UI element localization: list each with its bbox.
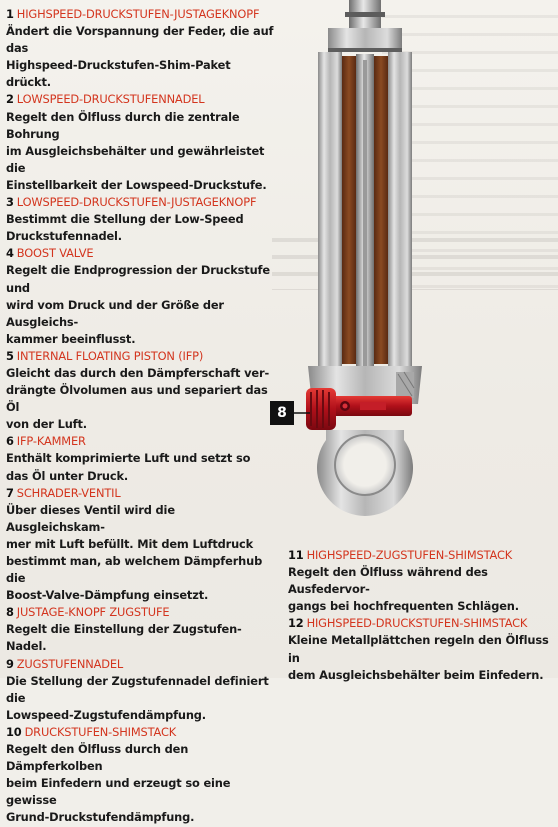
legend-entry-text-line: beim Einfedern und erzeugt so eine gewisse [6,776,231,808]
legend-entry-text-line: Druckstufennadel. [6,229,122,244]
top-stub-ring [345,12,385,17]
legend-entry-title: BOOST VALVE [16,246,94,261]
legend-entry-heading [6,91,274,108]
legend-entry-title: HIGHSPEED-DRUCKSTUFEN-SHIMSTACK [306,616,528,631]
callout-8: 8 [270,401,294,425]
legend-entry-text-line: Lowspeed-Zugstufendämpfung. [6,707,206,722]
legend-entry-text-line: Kleine Metallplättchen regeln den Ölfluss in [288,633,549,665]
legend-entry-number: 7 [6,485,14,500]
legend-entry-number: 5 [6,348,14,363]
legend-entry-number: 11 [288,548,304,562]
legend-entry-number: 8 [6,605,14,620]
legend-entry-title: LOWSPEED-DRUCKSTUFENNADEL [16,92,205,107]
legend-entry-text-line: Regelt den Ölfluss durch die zentrale Bohrung [6,109,240,141]
legend-entry-text-line: dem Ausgleichsbehälter beim Einfedern. [288,667,544,682]
legend-entry-text-line: drängte Ölvolumen aus und separiert das Öl [6,383,268,415]
legend-entry-text-line: Einstellbarkeit der Lowspeed-Druckstufe. [6,177,267,192]
legend-entry-text-line: Die Stellung der Zugstufennadel definiert die [6,673,269,705]
legend-entry-10 [6,724,274,827]
legend-entry-heading [6,656,274,673]
legend-entry-text-line: Highspeed-Druckstufen-Shim-Paket drückt. [6,58,231,90]
body-right-wall [388,52,412,368]
legend-entry-text-line: gangs bei hochfrequenten Schlägen. [288,599,519,614]
legend-entry-title: JUSTAGE-KNOPF ZUGSTUFE [16,605,170,620]
legend-entry-text-line: Regelt die Endprogression der Druckstufe und [6,263,270,295]
legend-entry-text-line: wird vom Druck und der Größe der Ausgleichs- [6,297,224,329]
legend-entry-heading [6,433,274,450]
legend-entry-title: ZUGSTUFENNADEL [16,656,124,671]
legend-entry-1 [6,6,274,91]
legend-entry-heading [6,194,274,211]
legend-entry-text-line: das Öl unter Druck. [6,468,129,483]
legend-entry-heading [6,348,274,365]
legend-entry-12 [288,615,552,683]
legend-entry-heading [288,615,552,632]
legend-entry-number: 10 [6,724,22,739]
legend-entry-heading [288,547,552,564]
legend-entry-heading [6,6,274,23]
legend-entry-title: IFP-KAMMER [16,434,86,449]
legend-entry-text-line: Gleicht das durch den Dämpferschaft ver- [6,365,270,380]
inner-oil-right [374,56,388,364]
legend-entry-heading [6,604,274,621]
legend-entry-number: 12 [288,616,304,631]
legend-entry-title: DRUCKSTUFEN-SHIMSTACK [24,724,177,739]
legend-entry-number: 6 [6,434,14,449]
legend-entry-number: 9 [6,656,14,671]
legend-entry-text-line: kammer beeinflusst. [6,331,136,346]
legend-entry-title: SCHRADER-VENTIL [16,485,121,500]
legend-entry-text-line: Ändert die Vorspannung der Feder, die auf das [6,24,274,56]
legend-left-column [6,6,274,827]
legend-entry-heading [6,485,274,502]
rod-groove [363,60,367,375]
callout-8-leader [294,411,310,415]
legend-entry-text-line: Enthält komprimierte Luft und setzt so [6,451,251,466]
legend-entry-number: 1 [6,7,14,21]
legend-entry-text-line: Grund-Druckstufendämpfung. [6,810,195,825]
legend-entry-title: LOWSPEED-DRUCKSTUFEN-JUSTAGEKNOPF [16,195,257,210]
body-left-wall [318,52,342,368]
legend-entry-3 [6,194,274,245]
legend-entry-title: INTERNAL FLOATING PISTON (IFP) [16,348,204,363]
legend-entry-text-line: Über dieses Ventil wird die Ausgleichskam- [6,502,175,534]
legend-entry-text-line: bestimmt man, ab welchem Dämpferhub die [6,554,263,586]
legend-entry-number: 4 [6,246,14,261]
legend-entry-heading [6,724,274,741]
legend-right-column [288,547,552,684]
legend-entry-text-line: Regelt die Einstellung der Zugstufen-Nadel. [6,622,242,654]
legend-entry-4 [6,245,274,348]
legend-entry-5 [6,348,274,433]
legend-entry-text-line: im Ausgleichsbehälter und gewährleistet die [6,143,265,175]
legend-entry-text-line: Boost-Valve-Dämpfung einsetzt. [6,588,209,603]
legend-entry-heading [6,245,274,262]
legend-entry-text-line: Regelt den Ölfluss durch den Dämpferkolben [6,742,189,774]
legend-entry-2 [6,91,274,194]
inner-oil-left [342,56,356,364]
legend-entry-text-line: Bestimmt die Stellung der Low-Speed [6,212,244,227]
legend-entry-title: HIGHSPEED-DRUCKSTUFEN-JUSTAGEKNOPF [16,7,260,21]
legend-entry-8 [6,604,274,655]
legend-entry-text-line: Regelt den Ölfluss während des Ausfedervor- [288,565,488,597]
legend-entry-title: HIGHSPEED-ZUGSTUFEN-SHIMSTACK [306,548,513,562]
top-cap [328,28,402,50]
legend-entry-7 [6,485,274,605]
legend-entry-text-line: mer mit Luft befüllt. Mit dem Luftdruck [6,536,254,551]
legend-entry-9 [6,656,274,724]
legend-entry-text-line: von der Luft. [6,417,87,432]
legend-entry-6 [6,433,274,484]
legend-entry-number: 3 [6,195,14,210]
top-cap-edge [328,48,402,52]
legend-entry-11 [288,547,552,615]
legend-entry-number: 2 [6,92,14,107]
